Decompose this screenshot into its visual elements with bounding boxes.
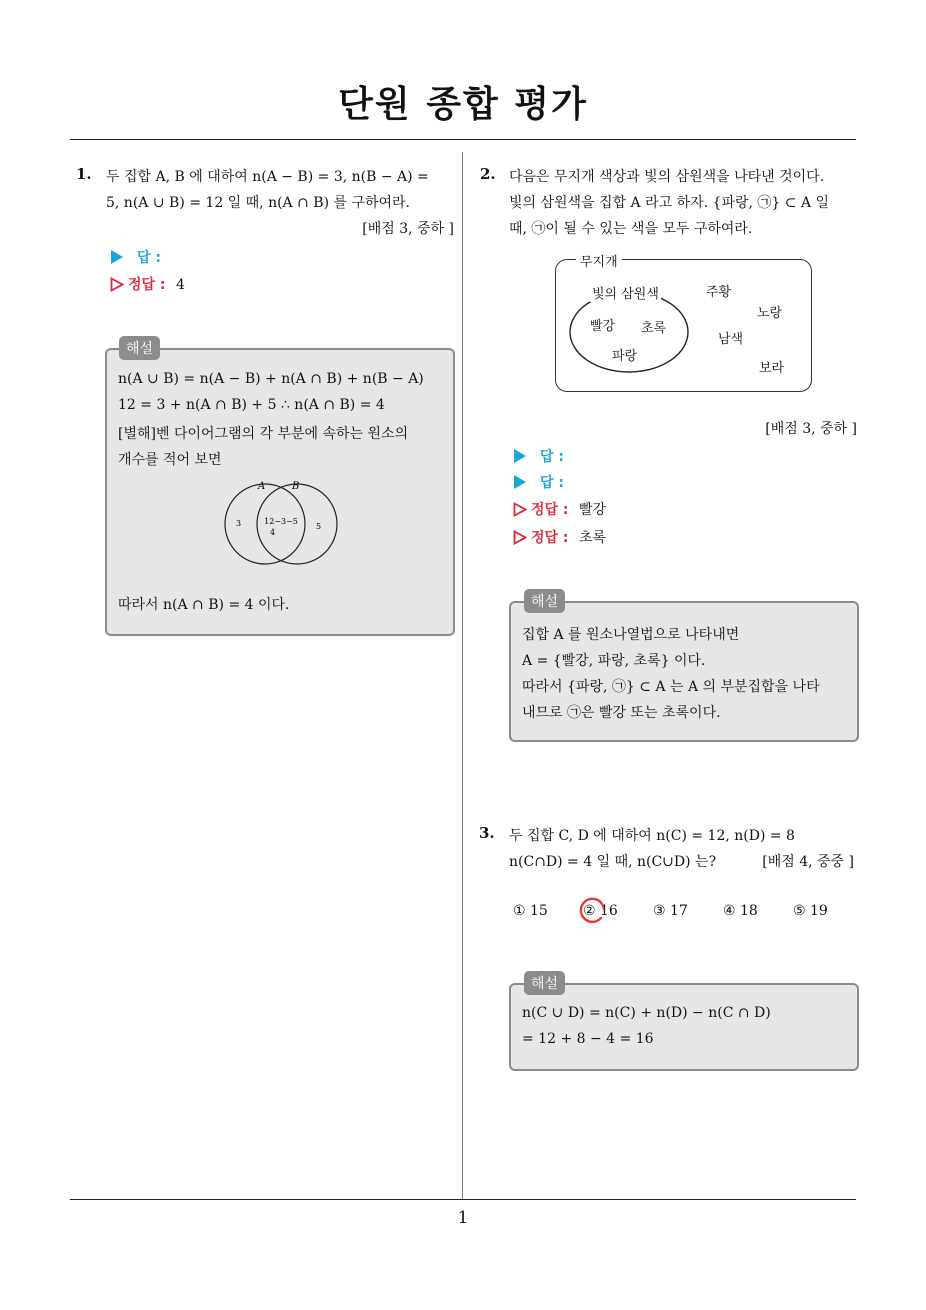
question-2-explanation-tag: 해설 — [524, 589, 565, 613]
choice-4[interactable]: ④ 18 — [723, 903, 758, 919]
answer-label: 답 : — [137, 250, 161, 266]
question-2-correct-row-2 — [513, 527, 606, 547]
column-divider — [462, 152, 463, 1200]
question-2-text-line3: 때, ㉠이 될 수 있는 색을 모두 구하여라. — [509, 221, 753, 237]
explanation-line: = 12 + 8 − 4 = 16 — [522, 1031, 654, 1047]
venn-diagram-ab — [215, 476, 345, 568]
explanation-line: 12 = 3 + n(A ∩ B) + 5 ∴ n(A ∩ B) = 4 — [118, 397, 385, 413]
triangle-outline-icon — [513, 502, 527, 517]
choice-3[interactable]: ③ 17 — [653, 903, 688, 919]
venn-middle-top: 12−3−5 — [264, 517, 298, 526]
question-3-text-line1: 두 집합 C, D 에 대하여 n(C) = 12, n(D) = 8 — [509, 828, 795, 844]
explanation-line: 집합 A 를 원소나열법으로 나타내면 — [522, 627, 740, 643]
correct-label: 정답 : — [531, 502, 569, 518]
top-rule — [70, 139, 856, 140]
question-3-number: 3. — [479, 824, 495, 842]
correct-label: 정답 : — [128, 277, 166, 293]
diagram-item-violet: 보라 — [759, 361, 785, 376]
question-1-number: 1. — [76, 165, 92, 183]
question-2-answer-row-2[interactable] — [514, 472, 564, 492]
venn-right-value: 5 — [316, 522, 322, 531]
diagram-item-yellow: 노랑 — [757, 306, 783, 321]
diagram-item-red: 빨강 — [590, 319, 616, 334]
explanation-line: n(C ∪ D) = n(C) + n(D) − n(C ∩ D) — [522, 1005, 771, 1021]
explanation-line: 내므로 ㉠은 빨강 또는 초록이다. — [522, 705, 721, 721]
question-2-score: [배점 3, 중하 ] — [765, 421, 857, 437]
correct-value: 4 — [175, 277, 185, 293]
explanation-line: 개수를 적어 보면 — [118, 452, 222, 468]
selected-answer-circle-icon — [576, 895, 606, 925]
question-2-correct-row-1 — [513, 499, 606, 519]
question-3-text-line2: n(C∩D) = 4 일 때, n(C∪D) 는? — [509, 854, 717, 870]
bottom-rule — [70, 1199, 856, 1200]
diagram-item-orange: 주황 — [706, 285, 732, 300]
question-3-explanation-tag: 해설 — [524, 971, 565, 995]
diagram-item-blue: 파랑 — [612, 349, 638, 364]
question-2-number: 2. — [480, 165, 496, 183]
correct-label: 정답 : — [531, 530, 569, 546]
correct-value: 빨강 — [578, 502, 607, 518]
question-2-text-line1: 다음은 무지개 색상과 빛의 삼원색을 나타낸 것이다. — [509, 169, 825, 185]
question-1-text-line2: 5, n(A ∪ B) = 12 일 때, n(A ∩ B) 를 구하여라. — [106, 195, 411, 211]
choice-1[interactable]: ① 15 — [513, 903, 548, 919]
diagram-item-indigo: 남색 — [718, 332, 744, 347]
question-1-text-line1: 두 집합 A, B 에 대하여 n(A − B) = 3, n(B − A) = — [106, 169, 429, 185]
explanation-conclusion: 따라서 n(A ∩ B) = 4 이다. — [118, 597, 290, 613]
venn-label-b: B — [292, 481, 300, 492]
question-3-explanation-box — [509, 983, 859, 1071]
question-1-answer-row[interactable] — [111, 247, 161, 267]
venn-left-value: 3 — [236, 519, 242, 528]
triangle-outline-icon — [110, 277, 124, 292]
page-title: 단원 종합 평가 — [338, 84, 588, 125]
answer-label: 답 : — [540, 449, 564, 465]
explanation-line: n(A ∪ B) = n(A − B) + n(A ∩ B) + n(B − A) — [118, 371, 424, 387]
primary-colors-label: 빛의 삼원색 — [590, 283, 661, 302]
triangle-outline-icon — [513, 530, 527, 545]
question-1-explanation-tag: 해설 — [119, 336, 160, 360]
choice-2[interactable]: ② 16 — [583, 903, 618, 919]
diagram-item-green: 초록 — [641, 321, 667, 336]
rainbow-box-label: 무지개 — [576, 251, 622, 270]
venn-middle-bottom: 4 — [270, 528, 276, 537]
question-1-correct-row — [110, 274, 185, 294]
play-icon — [514, 475, 526, 489]
question-2-text-line2: 빛의 삼원색을 집합 A 라고 하자. {파랑, ㉠} ⊂ A 일 — [509, 195, 830, 211]
venn-label-a: A — [258, 481, 266, 492]
explanation-line: 따라서 {파랑, ㉠} ⊂ A 는 A 의 부분집합을 나타 — [522, 679, 820, 695]
question-1-score: [배점 3, 중하 ] — [362, 221, 454, 237]
answer-label: 답 : — [540, 475, 564, 491]
page-number: 1 — [457, 1208, 469, 1228]
play-icon — [111, 250, 123, 264]
explanation-line: A = {빨강, 파랑, 초록} 이다. — [522, 653, 706, 669]
question-3-score: [배점 4, 중중 ] — [762, 854, 854, 870]
question-2-answer-row-1[interactable] — [514, 446, 564, 466]
explanation-line: [별해]벤 다이어그램의 각 부분에 속하는 원소의 — [118, 426, 409, 442]
play-icon — [514, 449, 526, 463]
correct-value: 초록 — [578, 530, 607, 546]
choice-5[interactable]: ⑤ 19 — [793, 903, 828, 919]
